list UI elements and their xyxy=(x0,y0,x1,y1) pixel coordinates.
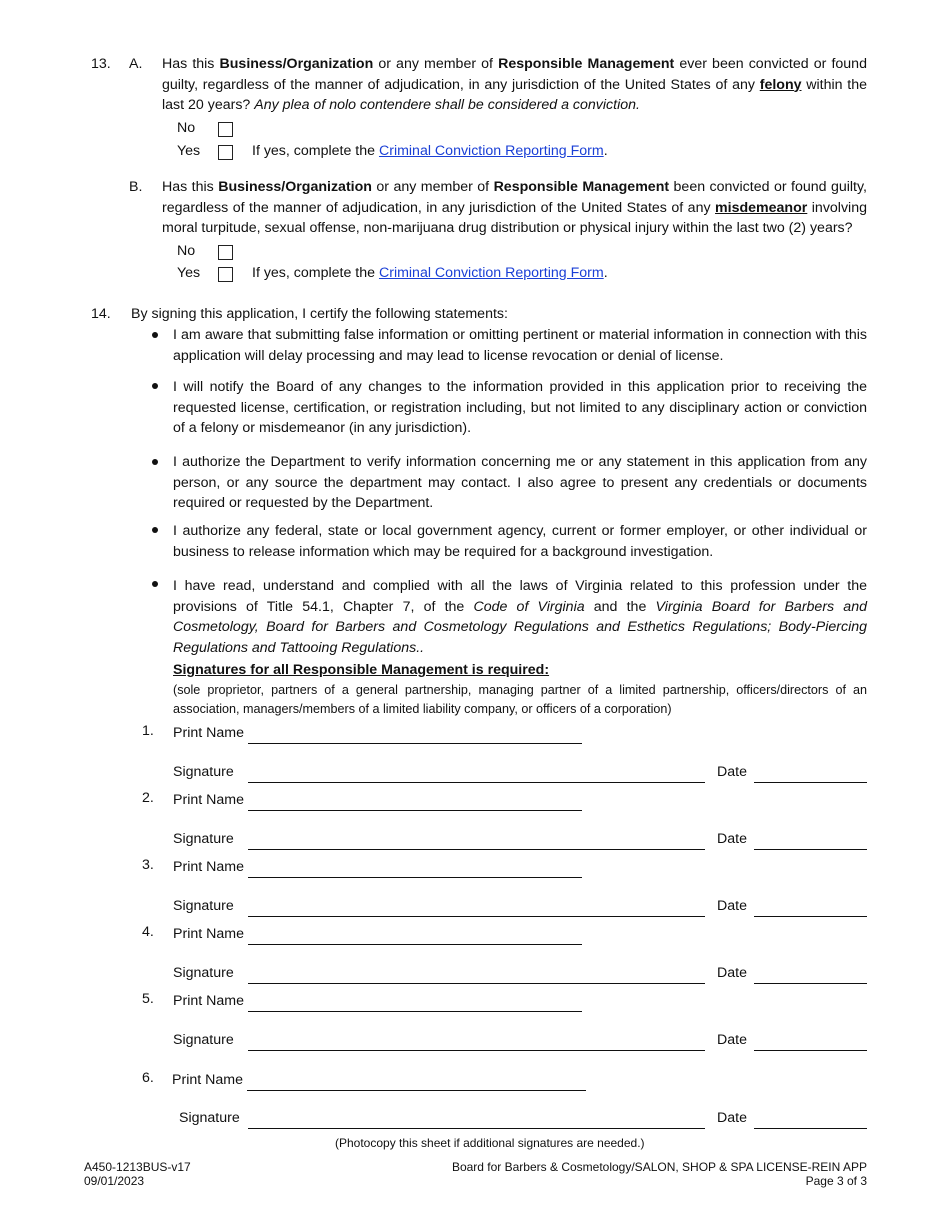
q13a-no-label: No xyxy=(177,120,196,136)
signer-4-signature-label: Signature xyxy=(173,965,234,981)
signer-5-print-label: Print Name xyxy=(173,993,244,1009)
statement-4: I authorize any federal, state or local government agency, current or former employer, or other individual or business to release information which may be required for a background investigation. xyxy=(173,523,867,560)
signer-1-date-label: Date xyxy=(717,764,747,780)
q13b-if-yes: If yes, complete the Criminal Conviction Reporting Form. xyxy=(252,265,608,281)
signer-6-date-field[interactable] xyxy=(754,1128,867,1129)
signer-2-print-label: Print Name xyxy=(173,792,244,808)
signer-5-print-name-field[interactable] xyxy=(248,1011,582,1012)
q13b-letter: B. xyxy=(129,179,143,195)
q13b-question: Has this Business/Organization or any member of Responsible Management been convicted or found guilty, regardless of the manner of adjudication, in any jurisdiction of the United States of any misdemeanor involving moral turpitude, sexual offense, non-marijuana drug distribution or physical injury within the last two (2) years? xyxy=(162,179,867,236)
q13a-yes-label: Yes xyxy=(177,143,201,159)
signer-1-number: 1. xyxy=(142,723,154,739)
signer-4-date-field[interactable] xyxy=(754,983,867,984)
signer-4-number: 4. xyxy=(142,924,154,940)
signer-6-signature-field[interactable] xyxy=(248,1128,705,1129)
q13a-if-yes: If yes, complete the Criminal Conviction Reporting Form. xyxy=(252,143,608,159)
signature-heading: Signatures for all Responsible Management is required: xyxy=(173,662,550,678)
statement-5: I have read, understand and complied with all the laws of Virginia related to this profession under the provisions of Title 54.1, Chapter 7, of the Code of Virginia and the Virginia Board for Barbers and Cosmetology, Board for Barbers and Cosmetology Regulations and Esthetics Regulations; Body-Piercing Regulations and Tattooing Regulations.. xyxy=(173,578,867,656)
signer-3-print-name-field[interactable] xyxy=(248,877,582,878)
signer-1-date-field[interactable] xyxy=(754,782,867,783)
footer-board-title: Board for Barbers & Cosmetology/SALON, SHOP & SPA LICENSE-REIN APP xyxy=(451,1160,867,1174)
signer-6-signature-label: Signature xyxy=(179,1110,240,1126)
q13b-yes-label: Yes xyxy=(177,265,201,281)
signer-4-signature-field[interactable] xyxy=(248,983,705,984)
bullet-icon xyxy=(152,581,158,587)
signer-6-print-name-field[interactable] xyxy=(247,1090,586,1091)
q13b-yes-checkbox[interactable] xyxy=(218,267,233,282)
signer-3-signature-label: Signature xyxy=(173,898,234,914)
signer-5-signature-label: Signature xyxy=(173,1032,234,1048)
signer-5-signature-field[interactable] xyxy=(248,1050,705,1051)
statement-1: I am aware that submitting false information or omitting pertinent or material information in connection with this application will delay processing and may lead to license revocation or denial of license. xyxy=(173,327,867,364)
signer-2-signature-field[interactable] xyxy=(248,849,705,850)
signer-4-print-name-field[interactable] xyxy=(248,944,582,945)
signer-4-date-label: Date xyxy=(717,965,747,981)
q13a-yes-checkbox[interactable] xyxy=(218,145,233,160)
signer-2-number: 2. xyxy=(142,790,154,806)
signer-5-number: 5. xyxy=(142,991,154,1007)
bullet-icon xyxy=(152,383,158,389)
signer-2-print-name-field[interactable] xyxy=(248,810,582,811)
q13b-no-checkbox[interactable] xyxy=(218,245,233,260)
signer-3-number: 3. xyxy=(142,857,154,873)
signer-3-signature-field[interactable] xyxy=(248,916,705,917)
q13a-no-checkbox[interactable] xyxy=(218,122,233,137)
bullet-icon xyxy=(152,459,158,465)
q13a-criminal-conviction-form-link[interactable]: Criminal Conviction Reporting Form xyxy=(378,143,604,159)
q14-intro: By signing this application, I certify the following statements: xyxy=(131,306,508,322)
signature-note: (sole proprietor, partners of a general partnership, managing partner of a limited partnership, officers/directors of an association, managers/members of a limited liability company, or officers of a corporation) xyxy=(173,683,867,716)
signer-6-date-label: Date xyxy=(717,1110,747,1126)
footer-date: 09/01/2023 xyxy=(84,1174,145,1188)
signer-1-print-name-field[interactable] xyxy=(248,743,582,744)
signer-5-date-field[interactable] xyxy=(754,1050,867,1051)
statement-2: I will notify the Board of any changes to the information provided in this application prior to receiving the requested license, certification, or registration including, but not limited to any disciplinary action or conviction of a felony or misdemeanor (in any jurisdiction). xyxy=(173,379,867,436)
photocopy-note: (Photocopy this sheet if additional signatures are needed.) xyxy=(335,1136,645,1150)
signer-1-signature-label: Signature xyxy=(173,764,234,780)
footer-form-id: A450-1213BUS-v17 xyxy=(84,1160,191,1174)
signer-1-signature-field[interactable] xyxy=(248,782,705,783)
q13b-no-label: No xyxy=(177,243,196,259)
signer-3-print-label: Print Name xyxy=(173,859,244,875)
footer-page-number: Page 3 of 3 xyxy=(805,1174,867,1188)
signer-4-print-label: Print Name xyxy=(173,926,244,942)
signer-6-number: 6. xyxy=(142,1070,154,1086)
q13b-criminal-conviction-form-link[interactable]: Criminal Conviction Reporting Form xyxy=(378,265,604,281)
signer-1-print-label: Print Name xyxy=(173,725,244,741)
bullet-icon xyxy=(152,332,158,338)
q14-number: 14. xyxy=(91,306,111,322)
q13a-letter: A. xyxy=(129,56,143,72)
signer-3-date-field[interactable] xyxy=(754,916,867,917)
signer-2-date-label: Date xyxy=(717,831,747,847)
q13-number: 13. xyxy=(91,56,111,72)
signer-6-print-label: Print Name xyxy=(172,1072,243,1088)
statement-3: I authorize the Department to verify information concerning me or any statement in this application from any person, or any source the department may contact. I also agree to present any credentials or documents required or requested by the Department. xyxy=(173,454,867,511)
signer-2-signature-label: Signature xyxy=(173,831,234,847)
signer-2-date-field[interactable] xyxy=(754,849,867,850)
signer-5-date-label: Date xyxy=(717,1032,747,1048)
signer-3-date-label: Date xyxy=(717,898,747,914)
q13a-question: Has this Business/Organization or any member of Responsible Management ever been convicted or found guilty, regardless of the manner of adjudication, in any jurisdiction of the United States of any felony within the last 20 years? Any plea of nolo contendere shall be considered a conviction. xyxy=(162,56,867,113)
bullet-icon xyxy=(152,527,158,533)
